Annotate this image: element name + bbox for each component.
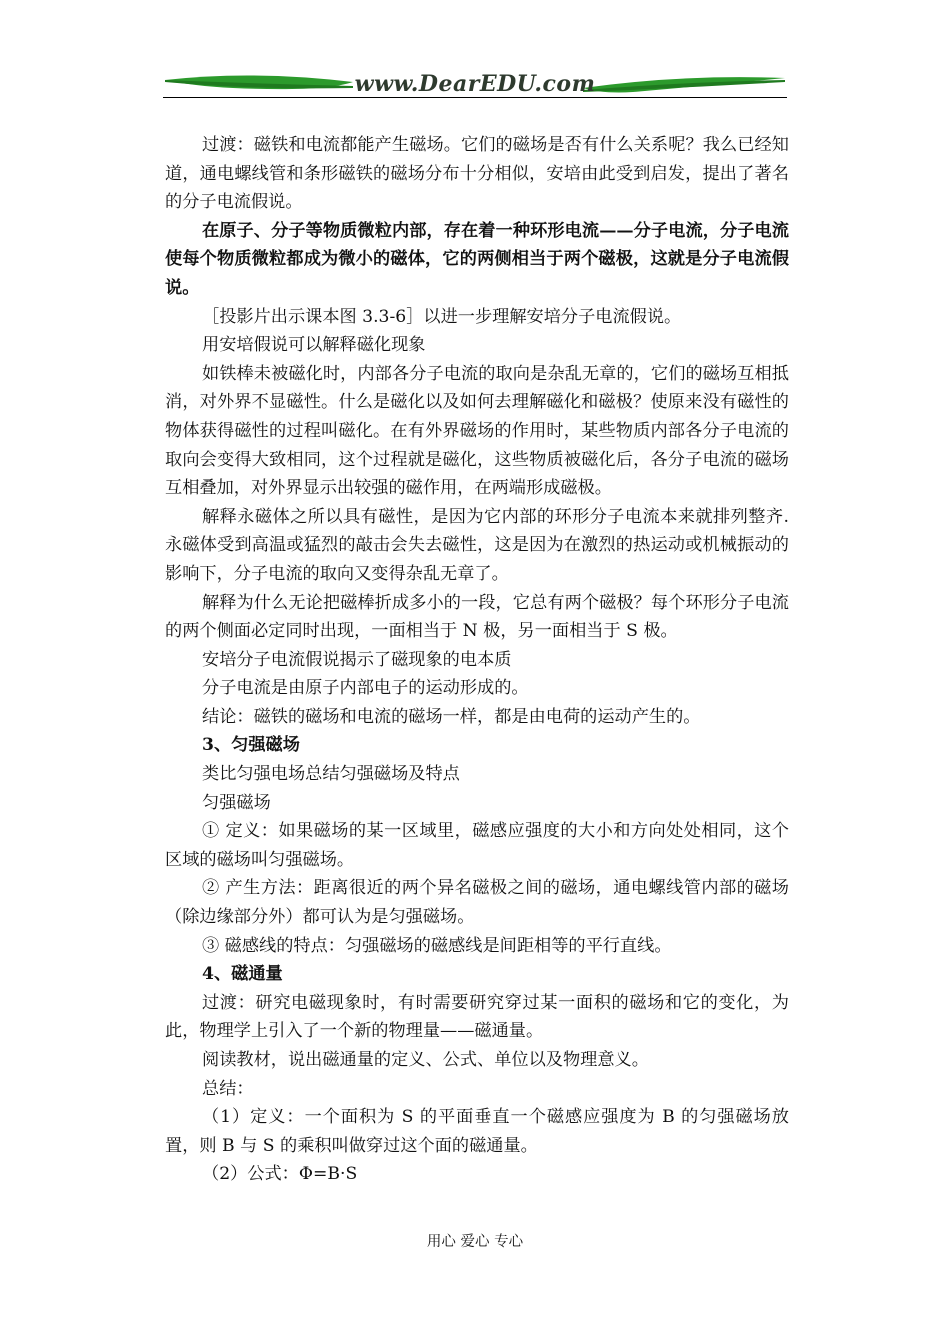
paragraph: （1）定义：一个面积为 S 的平面垂直一个磁感应强度为 B 的匀强磁场放置，则 B 与 S 的乘积叫做穿过这个面的磁通量。 xyxy=(165,1107,789,1156)
paragraph-bold: 在原子、分子等物质微粒内部，存在着一种环形电流——分子电流，分子电流使每个物质微粒都成为微小的磁体，它的两侧相当于两个磁极，这就是分子电流假说。 xyxy=(165,220,789,298)
page-footer: 用心 爱心 专心 xyxy=(426,1234,524,1250)
paragraph: 匀强磁场 xyxy=(202,792,271,813)
paragraph: 过渡：磁铁和电流都能产生磁场。它们的磁场是否有什么关系呢？我么已经知道，通电螺线管和条形磁铁的磁场分布十分相似，安培由此受到启发，提出了著名的分子电流假说。 xyxy=(165,135,789,213)
paragraph: ① 定义：如果磁场的某一区域里，磁感应强度的大小和方向处处相同，这个区域的磁场叫匀强磁场。 xyxy=(165,821,789,870)
section-heading: 3、匀强磁场 xyxy=(202,735,300,756)
paragraph: 过渡：研究电磁现象时，有时需要研究穿过某一面积的磁场和它的变化，为此，物理学上引入了一个新的物理量——磁通量。 xyxy=(165,992,789,1042)
paragraph: 类比匀强电场总结匀强磁场及特点 xyxy=(202,764,460,785)
paragraph: 总结： xyxy=(202,1078,254,1099)
paragraph: ③ 磁感线的特点：匀强磁场的磁感线是间距相等的平行直线。 xyxy=(202,935,672,956)
paragraph: 分子电流是由原子内部电子的运动形成的。 xyxy=(202,678,529,699)
paragraph: 安培分子电流假说揭示了磁现象的电本质 xyxy=(202,649,512,670)
paragraph: （2）公式：Φ=B·S xyxy=(202,1164,358,1185)
paragraph: 用安培假说可以解释磁化现象 xyxy=(202,335,426,356)
header-rule xyxy=(163,97,787,98)
document-body xyxy=(165,131,789,1189)
paragraph: 结论：磁铁的磁场和电流的磁场一样，都是由电荷的运动产生的。 xyxy=(202,706,701,727)
section-heading: 4、磁通量 xyxy=(202,964,283,985)
paragraph: ［投影片出示课本图 3.3-6］以进一步理解安培分子电流假说。 xyxy=(202,306,682,327)
site-logo-text: www.DearEDU.com xyxy=(354,71,596,97)
paragraph: ② 产生方法：距离很近的两个异名磁极之间的磁场，通电螺线管内部的磁场（除边缘部分外）都可认为是匀强磁场。 xyxy=(165,878,789,928)
paragraph: 解释永磁体之所以具有磁性，是因为它内部的环形分子电流本来就排列整齐.永磁体受到高温或猛烈的敲击会失去磁性，这是因为在激烈的热运动或机械振动的影响下，分子电流的取向又变得杂乱无章了。 xyxy=(165,506,789,584)
paragraph: 阅读教材，说出磁通量的定义、公式、单位以及物理意义。 xyxy=(202,1050,649,1070)
paragraph: 解释为什么无论把磁棒折成多小的一段，它总有两个磁极？每个环形分子电流的两个侧面必定同时出现，一面相当于 N 极，另一面相当于 S 极。 xyxy=(165,592,789,642)
paragraph: 如铁棒未被磁化时，内部各分子电流的取向是杂乱无章的，它们的磁场互相抵消，对外界不显磁性。什么是磁化以及如何去理解磁化和磁极？使原来没有磁性的物体获得磁性的过程叫磁化。在有外界磁场的作用时，某些物质内部各分子电流的取向会变得大致相同，这个过程就是磁化，这些物质被磁化后，各分子电流的磁场互相叠加，对外界显示出较强的磁作用，在两端形成磁极。 xyxy=(165,363,789,499)
